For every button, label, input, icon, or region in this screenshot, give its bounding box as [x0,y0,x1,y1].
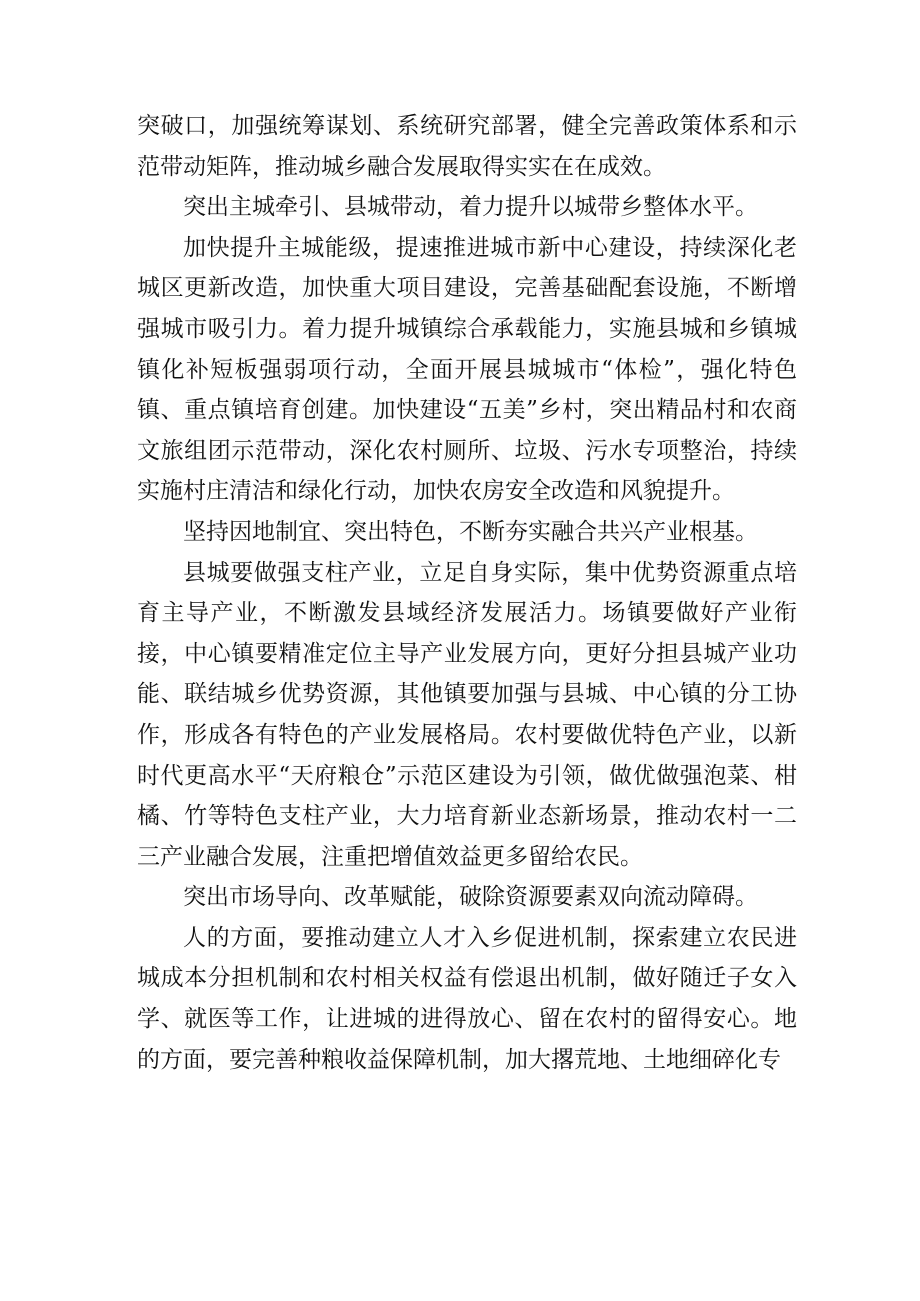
paragraph-city-towns: 加快提升主城能级，提速推进城市新中心建设，持续深化老城区更新改造，加快重大项目建设，完善基础配套设施，不断增强城市吸引力。着力提升城镇综合承载能力，实施县城和乡镇城镇化补短板强弱项行动，全面开展县城城市“体检”，强化特色镇、重点镇培育创建。加快建设“五美”乡村，突出精品村和农商文旅组团示范带动，深化农村厕所、垃圾、污水专项整治，持续实施村庄清洁和绿化行动，加快农房安全改造和风貌提升。 [137,234,797,505]
section-heading-2: 坚持因地制宜、突出特色，不断夯实融合共兴产业根基。 [183,518,758,545]
paragraph-resources: 人的方面，要推动建立人才入乡促进机制，探索建立农民进城成本分担机制和农村相关权益有偿退出机制，做好随迁子女入学、就医等工作，让进城的进得放心、留在农村的留得安心。地的方面，要完善种粮收益保障机制，加大撂荒地、土地细碎化专 [137,924,797,1073]
paragraph-industry: 县城要做强支柱产业，立足自身实际，集中优势资源重点培育主导产业，不断激发县域经济发展活力。场镇要做好产业衔接，中心镇要精准定位主导产业发展方向，更好分担县城产业功能、联结城乡优势资源，其他镇要加强与县城、中心镇的分工协作，形成各有特色的产业发展格局。农村要做优特色产业，以新时代更高水平“天府粮仓”示范区建设为引领，做优做强泡菜、柑橘、竹等特色支柱产业，大力培育新业态新场景，推动农村一二三产业融合发展，注重把增值效益更多留给农民。 [137,559,797,870]
section-heading-1: 突出主城牵引、县城带动，着力提升以城带乡整体水平。 [183,194,758,221]
section-heading-3: 突出市场导向、改革赋能，破除资源要素双向流动障碍。 [183,884,758,911]
paragraph-continuation: 突破口，加强统筹谋划、系统研究部署，健全完善政策体系和示范带动矩阵，推动城乡融合发展取得实实在在成效。 [137,113,797,180]
document-body [137,106,797,1080]
